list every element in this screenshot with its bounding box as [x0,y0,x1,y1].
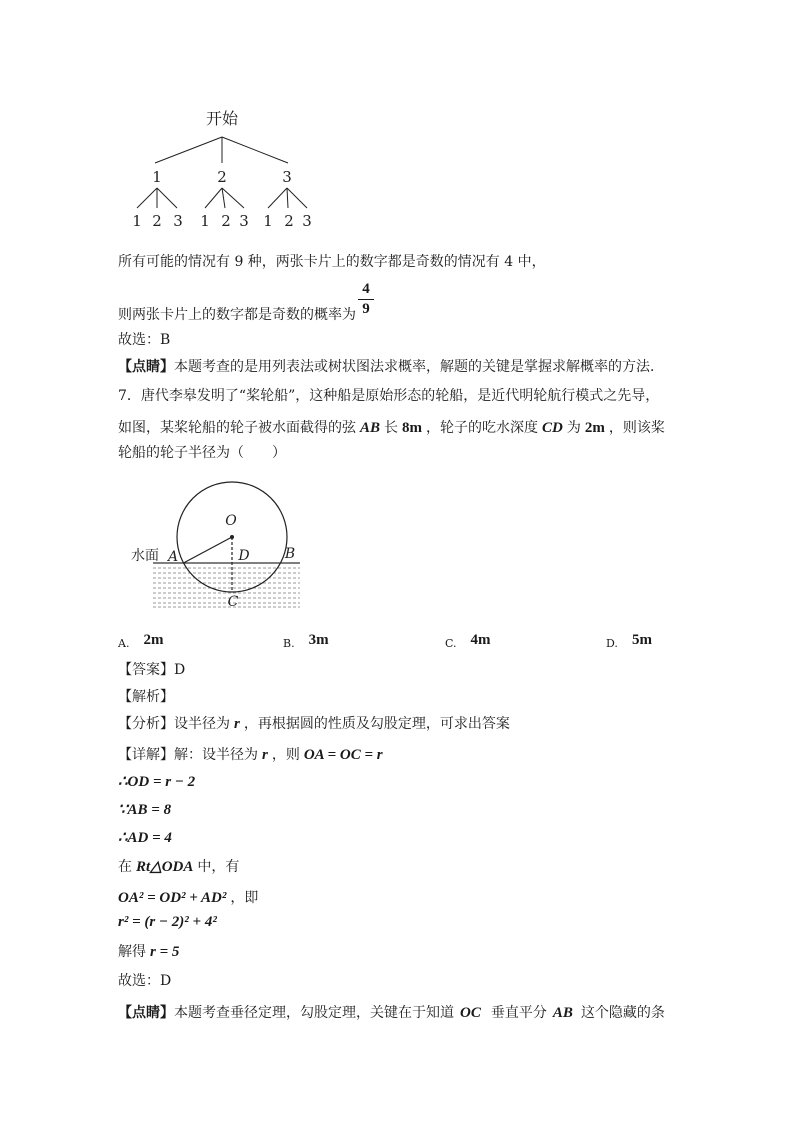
note-text: 本题考查垂径定理，勾股定理，关键在于知道 [174,1005,454,1021]
step-text: 在 [118,859,132,875]
option-value: 3m [308,632,329,648]
cases-text: 所有可能的情况有 9 种，两张卡片上的数字都是奇数的情况有 4 中， [118,254,546,270]
detail-line [118,745,387,765]
label-c: C [227,594,239,610]
question-text: 如图，某桨轮船的轮子被水面截得的弦 [118,420,356,436]
tree-leaf: 3 [302,212,312,230]
fraction-bar [358,299,374,300]
math-equation: OA = OC = r [303,747,383,763]
water-label: 水面 [131,548,159,564]
step-5 [118,888,258,908]
prev-choice: 故选：B [118,332,171,348]
tree-diagram [120,100,330,235]
fraction-numerator: 4 [362,281,370,297]
step-text: 解得 [118,944,146,960]
tree-leaf: 3 [239,212,249,230]
option-letter: C. [445,637,457,650]
step-1 [118,772,199,792]
option-letter: B. [283,637,295,650]
math-equation: ∴AD = 4 [118,830,172,846]
final-choice: 故选：D [118,973,172,989]
math-ab: AB [360,420,381,436]
tree-leaf: 1 [200,212,210,230]
question-text: 唐代李皋发明了“桨轮船”，这种船是原始形态的轮船，是近代明轮航行模式之先导， [140,388,660,404]
math-triangle: Rt△ODA [136,859,194,875]
probability-text: 则两张卡片上的数字都是奇数的概率为 [118,307,356,323]
question-line-2 [118,418,665,438]
question-line-1 [118,386,659,406]
question-text: 长 [384,420,399,436]
math-equation: r² = (r − 2)² + 4² [118,914,217,930]
tree-leaf: 1 [132,212,142,230]
question-text: ，轮子的吃水深度 [426,420,539,436]
math-r: r [262,747,268,763]
math-cd: CD [542,420,563,436]
step-7 [118,942,183,962]
option-b [283,633,329,654]
fenxi-tag: 【分析】 [118,716,174,732]
math-ab: AB [552,1005,573,1021]
option-d [606,633,652,654]
math-oc: OC [460,1005,481,1021]
answer-tag: 【答案】 [118,662,174,678]
question-text: 为 [566,420,581,436]
note-text: 这个隐藏的条 [580,1005,665,1021]
tree-leaf: 1 [263,212,273,230]
tree-leaf: 2 [284,212,294,230]
tree-root: 开始 [205,109,239,128]
option-value: 2m [143,632,164,648]
option-letter: A. [118,637,130,650]
step-4 [118,857,239,877]
label-a: A [167,549,179,565]
label-o: O [225,513,237,529]
answer-line [118,660,185,680]
probability-fraction [358,281,374,318]
option-letter: D. [606,637,618,650]
question-number: 7． [118,388,141,404]
detail-text: ，则 [271,747,300,763]
step-3 [118,828,176,848]
option-a [118,633,163,654]
fenxi-text: ，再根据圆的性质及勾股定理，可求出答案 [243,716,510,732]
step-2 [118,800,175,820]
label-b: B [284,546,296,562]
math-depth: 2m [584,420,605,436]
math-equation: OA² = OD² + AD² [118,890,227,906]
detail-text: 解：设半径为 [174,747,258,763]
option-c [445,633,491,654]
radius-oa [184,537,233,563]
label-d: D [238,548,250,564]
question-text: ，则该桨 [608,420,665,436]
math-equation: ∵AB = 8 [118,802,172,818]
math-length: 8m [402,420,423,436]
fenxi-line [118,714,510,734]
note-tag: 【点睛】 [118,1005,174,1021]
center-point [230,535,234,539]
option-value: 5m [631,632,652,648]
answer-value: D [174,662,186,678]
question-line-3: 轮船的轮子半径为（ ） [118,445,286,461]
option-value: 4m [470,632,491,648]
step-text: 中，有 [197,859,240,875]
tree-leaf: 2 [221,212,231,230]
note-text: 本题考查的是用列表法或树状图法求概率，解题的关键是掌握求解概率的方法． [174,359,664,375]
detail-tag: 【详解】 [118,747,174,763]
prev-note [118,357,664,377]
note-tag: 【点睛】 [118,359,174,375]
tree-node: 1 [152,168,162,186]
tree-leaf: 2 [152,212,162,230]
wheel-figure [120,470,320,615]
math-equation: r = 5 [150,944,180,960]
tree-leaf: 3 [173,212,183,230]
analysis-heading: 【解析】 [118,689,174,705]
fenxi-text: 设半径为 [174,716,230,732]
final-note [118,1003,665,1023]
fraction-denominator: 9 [362,301,370,317]
tree-node: 2 [217,168,227,186]
step-text: ，即 [230,890,259,906]
math-equation: ∴OD = r − 2 [118,774,196,790]
math-r: r [234,716,240,732]
step-6 [118,912,221,932]
note-text: 垂直平分 [490,1005,547,1021]
tree-node: 3 [282,168,292,186]
